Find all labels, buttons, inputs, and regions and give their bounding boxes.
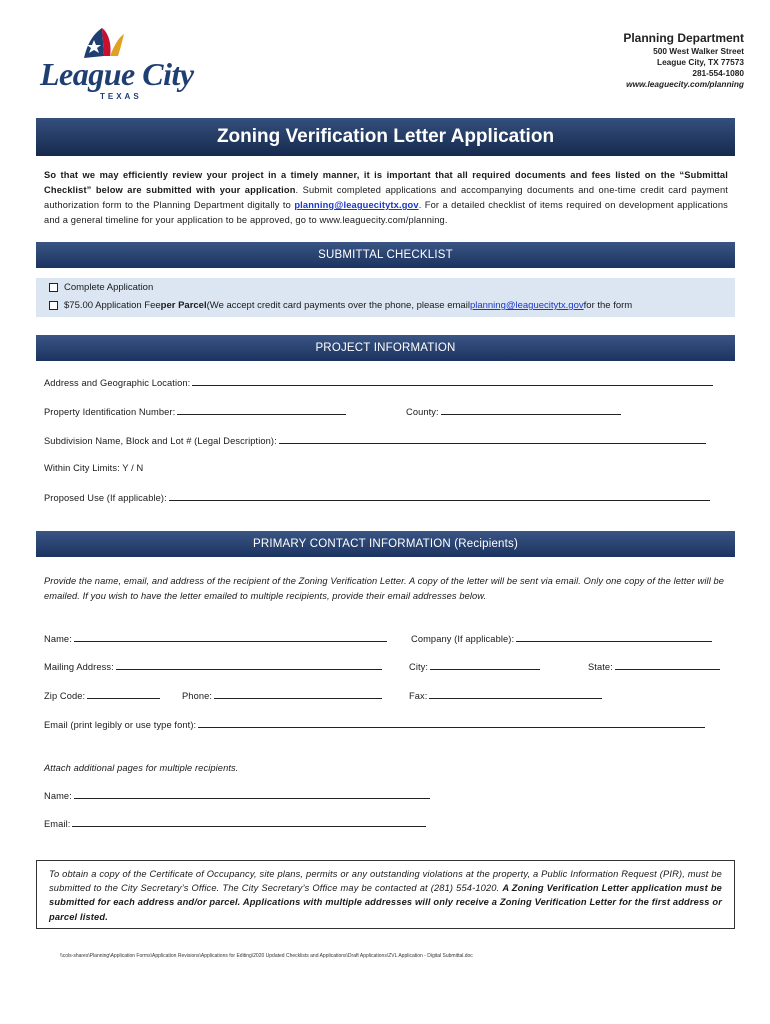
recipient-instructions: Provide the name, email, and address of the recipient of the Zoning Verification Letter. A copy of the letter will be sent via email. Only one copy of the letter will be emailed. If you wish to have the letter emailed to multiple recipients, provide their email addresses below. <box>44 576 725 601</box>
address-field <box>44 377 713 388</box>
intro-text: . Submit completed applications and accompanying documents and one-time credit card payment authorization form to the Planning Department digitally to <box>44 185 729 210</box>
city-limits-field[interactable]: Within City Limits: Y / N <box>44 463 144 473</box>
project-information-header: PROJECT INFORMATION <box>36 335 735 361</box>
county-label: County: <box>406 407 439 417</box>
company-label: Company (If applicable): <box>411 634 515 644</box>
mailing-address-label: Mailing Address: <box>44 662 114 672</box>
submittal-checklist-header: SUBMITTAL CHECKLIST <box>36 242 735 268</box>
additional-email-field <box>44 818 426 829</box>
email-label: Email (print legibly or use type font): <box>44 720 197 730</box>
checklist-item-application <box>49 282 153 293</box>
checklist-item-fee <box>49 300 632 311</box>
email-field <box>44 719 705 730</box>
mailing-address-field <box>44 661 382 672</box>
logo-wordmark: League City <box>40 56 194 92</box>
website-link[interactable]: www.leaguecity.com/planning <box>626 79 744 89</box>
intro-paragraph <box>44 168 728 228</box>
email-input-line[interactable] <box>198 719 705 728</box>
fax-label: Fax: <box>409 691 428 701</box>
attach-pages-note: Attach additional pages for multiple recipients. <box>44 763 239 773</box>
checklist-item-label: $75.00 Application Fee <box>64 300 161 311</box>
street-address: 500 West Walker Street <box>653 46 744 56</box>
additional-email-input-line[interactable] <box>72 818 426 827</box>
additional-name-field <box>44 790 430 801</box>
checkbox-icon[interactable] <box>49 283 58 292</box>
company-field <box>411 633 712 644</box>
address-label: Address and Geographic Location: <box>44 378 191 388</box>
additional-name-input-line[interactable] <box>74 790 430 799</box>
pid-field <box>44 406 346 417</box>
subdivision-label: Subdivision Name, Block and Lot # (Legal Description): <box>44 436 277 446</box>
fax-field <box>409 690 602 701</box>
city-input-line[interactable] <box>430 661 540 670</box>
pid-input-line[interactable] <box>177 406 346 415</box>
city-state: League City, TX 77573 <box>657 57 744 67</box>
submittal-checklist <box>36 278 735 317</box>
phone-input-line[interactable] <box>214 690 382 699</box>
pir-notice-box <box>36 860 735 929</box>
per-parcel-text: per Parcel <box>160 300 207 311</box>
logo-subtext: TEXAS <box>100 92 142 101</box>
proposed-use-label: Proposed Use (If applicable): <box>44 493 167 503</box>
pid-label: Property Identification Number: <box>44 407 176 417</box>
address-input-line[interactable] <box>192 377 713 386</box>
mailing-address-input-line[interactable] <box>116 661 382 670</box>
additional-email-label: Email: <box>44 819 71 829</box>
pir-notice-text: To obtain a copy of the Certificate of Occupancy, site plans, permits or any outstanding violations at the property, a Public Information Request (PIR), must be submitted to the City Secretary’s Office. The City Secretary’s Office may be contacted at (281) 554-1020. <box>49 869 722 894</box>
zip-code-input-line[interactable] <box>87 690 160 699</box>
checklist-item-note-end: for the form <box>583 300 633 311</box>
primary-contact-header: PRIMARY CONTACT INFORMATION (Recipients) <box>36 531 735 557</box>
additional-name-label: Name: <box>44 791 72 801</box>
state-input-line[interactable] <box>615 661 720 670</box>
zip-code-field <box>44 690 160 701</box>
proposed-use-input-line[interactable] <box>169 492 710 501</box>
page-title: Zoning Verification Letter Application <box>36 118 735 156</box>
subdivision-field <box>44 435 706 446</box>
checklist-email-link[interactable]: planning@leaguecitytx.gov <box>469 300 584 311</box>
checklist-item-label: Complete Application <box>64 282 154 293</box>
pir-notice-bold: A Zoning Verification Letter application must be submitted for each address and/or parcel. Applications with multiple addresses will only receive a Zoning Verification Letter for the first address or parcel listed. <box>49 883 722 922</box>
checkbox-icon[interactable] <box>49 301 58 310</box>
county-field <box>406 406 621 417</box>
name-label: Name: <box>44 634 72 644</box>
file-path-footer: \\cols-shares\Planning\Application Forms\Application Revisions\Applications for Editing\2020 Updated Checklists and Applications\Draft Applications\ZVL Application - Digital Submittal.doc <box>60 953 473 959</box>
name-input-line[interactable] <box>74 633 387 642</box>
intro-text-end: . For a detailed checklist of items required on development applications and a general timeline for your application to be approved, go to www.leaguecity.com/planning. <box>44 200 728 225</box>
fax-input-line[interactable] <box>429 690 602 699</box>
checklist-item-note: (We accept credit card payments over the phone, please email <box>206 300 470 311</box>
company-input-line[interactable] <box>516 633 712 642</box>
county-input-line[interactable] <box>441 406 621 415</box>
phone-label: Phone: <box>182 691 213 701</box>
league-city-logo <box>38 22 194 102</box>
department-name: Planning Department <box>623 31 744 45</box>
city-field <box>409 661 540 672</box>
city-label: City: <box>409 662 429 672</box>
subdivision-input-line[interactable] <box>279 435 706 444</box>
zip-code-label: Zip Code: <box>44 691 86 701</box>
proposed-use-field <box>44 492 710 503</box>
department-address-block <box>623 31 744 90</box>
intro-email-link[interactable]: planning@leaguecitytx.gov <box>294 200 419 210</box>
state-field <box>588 661 720 672</box>
phone-number: 281-554-1080 <box>692 68 744 78</box>
intro-bold: So that we may efficiently review your project in a timely manner, it is important that all required documents and fees listed on the “Submittal Checklist” below are submitted with your application <box>44 170 728 195</box>
phone-field <box>182 690 382 701</box>
state-label: State: <box>588 662 613 672</box>
name-field <box>44 633 387 644</box>
